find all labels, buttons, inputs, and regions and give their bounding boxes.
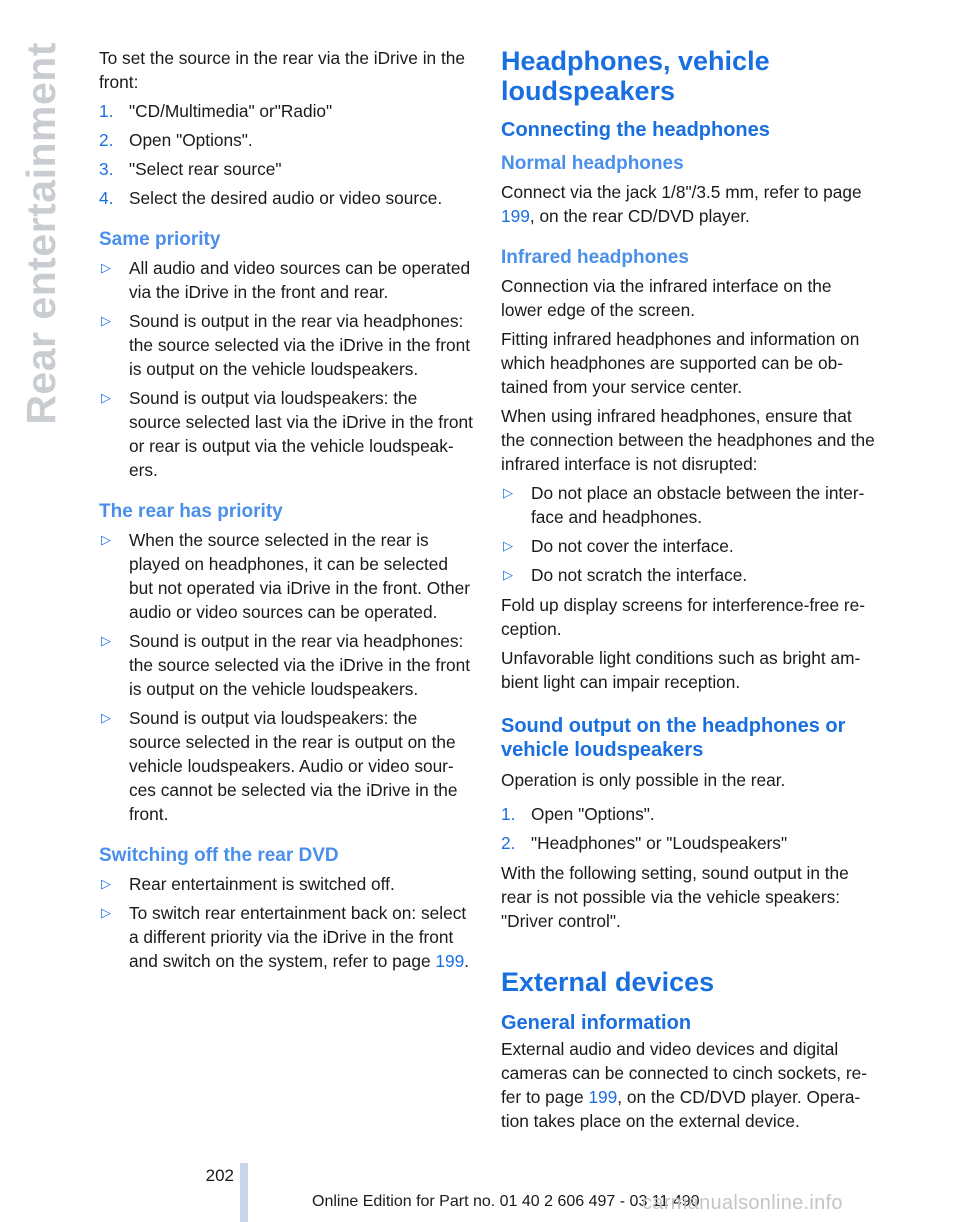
list-item: ▷ All audio and video sources can be operated via the iDrive in the front and rear. bbox=[101, 258, 471, 302]
left-column bbox=[99, 46, 473, 979]
list-item: 2. "Headphones" or "Loudspeakers" bbox=[501, 833, 788, 853]
paragraph: Unfavorable light conditions such as bright am-bient light can impair reception. bbox=[501, 648, 861, 692]
list-item: ▷ Sound is output via loudspeakers: the source selected last via the iDrive in the front or rear is output via the vehicle loudspeak-ers. bbox=[101, 388, 473, 480]
bullet-triangle-icon: ▷ bbox=[503, 567, 513, 582]
paragraph: When using infrared headphones, ensure that the connection between the headphones and the infrared interface is not disrupted: bbox=[501, 406, 875, 474]
bullet-triangle-icon: ▷ bbox=[101, 532, 111, 547]
heading-switch-off-dvd: Switching off the rear DVD bbox=[99, 845, 339, 866]
switch-off-list bbox=[99, 872, 473, 973]
page-link[interactable]: 199 bbox=[588, 1087, 618, 1107]
list-item: 2. Open "Options". bbox=[99, 130, 253, 150]
list-item: 4. Select the desired audio or video source. bbox=[99, 188, 443, 208]
list-item: 1. "CD/Multimedia" or"Radio" bbox=[99, 101, 333, 121]
paragraph: With the following setting, sound output in the rear is not possible via the vehicle speakers: "Driver control". bbox=[501, 863, 849, 931]
source-steps-list bbox=[99, 99, 473, 210]
list-item: 3. "Select rear source" bbox=[99, 159, 282, 179]
sound-output-steps bbox=[501, 802, 875, 855]
watermark: carmanualsonline.info bbox=[642, 1192, 843, 1214]
bullet-triangle-icon: ▷ bbox=[503, 485, 513, 500]
same-priority-list bbox=[99, 256, 473, 482]
page-number: 202 bbox=[205, 1166, 234, 1185]
list-item: ▷ Sound is output in the rear via headphones: the source selected via the iDrive in the front is output on the vehicle loudspeakers. bbox=[101, 631, 471, 699]
paragraph: Fold up display screens for interference-free re-ception. bbox=[501, 595, 866, 639]
paragraph: Connection via the infrared interface on the lower edge of the screen. bbox=[501, 276, 832, 320]
page-link[interactable]: 199 bbox=[435, 951, 465, 971]
list-item: 1. Open "Options". bbox=[501, 804, 655, 824]
list-item: ▷ When the source selected in the rear is played on headphones, it can be selected but not operated via iDrive in the front. Other audio or video sources can be operated. bbox=[101, 530, 471, 622]
edition-footer: Online Edition for Part no. 01 40 2 606 497 - 03 11 490 bbox=[312, 1193, 700, 1210]
page-link[interactable]: 199 bbox=[501, 206, 530, 226]
heading-headphones-loudspeakers: Headphones, vehicle loudspeakers bbox=[501, 46, 770, 106]
bullet-triangle-icon: ▷ bbox=[101, 876, 111, 891]
bullet-triangle-icon: ▷ bbox=[101, 633, 111, 648]
list-item: ▷ Rear entertainment is switched off. bbox=[101, 874, 395, 894]
right-column bbox=[501, 46, 875, 1138]
infrared-list bbox=[501, 481, 875, 587]
intro-paragraph: To set the source in the rear via the iDrive in the front: bbox=[99, 48, 465, 92]
footer-bar bbox=[240, 1163, 248, 1222]
paragraph: Fitting infrared headphones and information on which headphones are supported can be ob-tained from your service center. bbox=[501, 329, 860, 397]
list-item: ▷ Sound is output via loudspeakers: the source selected in the rear is output on the vehicle loudspeakers. Audio or video sour-ces cannot be selected via the iDrive in the front. bbox=[101, 708, 458, 824]
heading-normal-headphones: Normal headphones bbox=[501, 153, 684, 174]
list-item: ▷ To switch rear entertainment back on: select a different priority via the iDrive in the front and switch on the system, refer to page 199. bbox=[101, 903, 470, 971]
section-title-vertical: Rear entertainment bbox=[17, 42, 64, 425]
list-item: ▷ Do not cover the interface. bbox=[503, 536, 734, 556]
bullet-triangle-icon: ▷ bbox=[101, 313, 111, 328]
bullet-triangle-icon: ▷ bbox=[503, 538, 513, 553]
heading-sound-output: Sound output on the headphones or vehicle loudspeakers bbox=[501, 715, 846, 761]
heading-infrared-headphones: Infrared headphones bbox=[501, 247, 689, 268]
list-item: ▷ Sound is output in the rear via headphones: the source selected via the iDrive in the front is output on the vehicle loudspeakers. bbox=[101, 311, 471, 379]
list-item: ▷ Do not place an obstacle between the inter-face and headphones. bbox=[503, 483, 865, 527]
list-item: ▷ Do not scratch the interface. bbox=[503, 565, 748, 585]
bullet-triangle-icon: ▷ bbox=[101, 905, 111, 920]
heading-same-priority: Same priority bbox=[99, 229, 221, 250]
normal-headphones-text: Connect via the jack 1/8"/3.5 mm, refer to page 199, on the rear CD/DVD player. bbox=[501, 182, 862, 226]
heading-connecting-headphones: Connecting the headphones bbox=[501, 119, 770, 141]
rear-priority-list bbox=[99, 528, 473, 826]
heading-external-devices: External devices bbox=[501, 967, 715, 997]
bullet-triangle-icon: ▷ bbox=[101, 390, 111, 405]
bullet-triangle-icon: ▷ bbox=[101, 260, 111, 275]
heading-general-information: General information bbox=[501, 1012, 692, 1034]
heading-rear-priority: The rear has priority bbox=[99, 501, 283, 522]
bullet-triangle-icon: ▷ bbox=[101, 710, 111, 725]
paragraph: Operation is only possible in the rear. bbox=[501, 770, 786, 790]
external-devices-text: External audio and video devices and digital cameras can be connected to cinch sockets, re-fer to page 199, on the CD/DVD player. Opera-tion takes place on the external device. bbox=[501, 1039, 867, 1131]
